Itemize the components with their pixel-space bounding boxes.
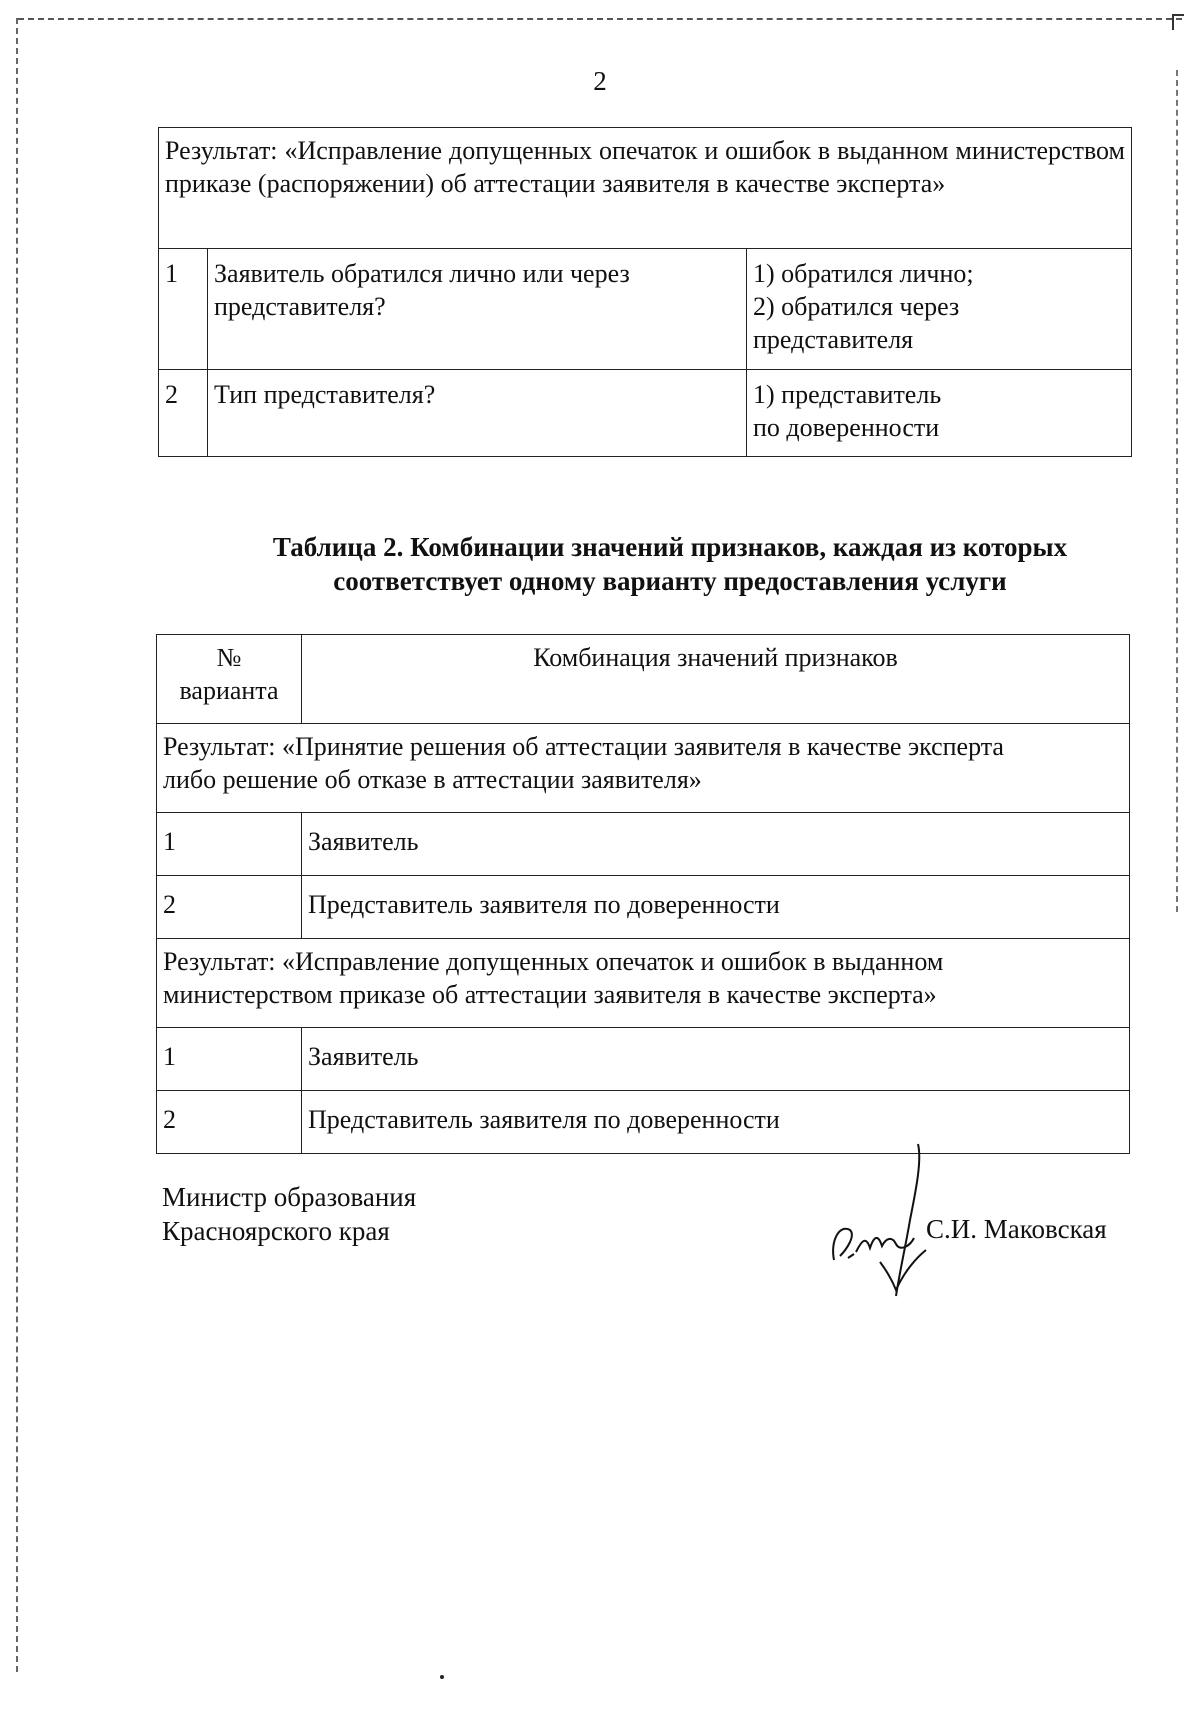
variant-combination: Заявитель — [302, 1028, 1130, 1091]
table2-heading — [230, 530, 1110, 598]
table-header-row — [157, 635, 1130, 724]
variant-number: 1 — [157, 813, 302, 876]
page-number: 2 — [593, 66, 607, 96]
variants-table — [156, 634, 1130, 1154]
question-cell: Тип представителя? — [208, 370, 747, 457]
question-cell: Заявитель обратился лично или через представителя? — [208, 249, 747, 370]
table-row — [157, 1091, 1130, 1154]
answers-cell — [747, 249, 1132, 370]
table2-heading-line: соответствует одному варианту предоставления услуги — [333, 566, 1007, 596]
answer-line: 2) обратился через — [753, 292, 960, 321]
column-header-text: № — [216, 643, 242, 672]
variant-combination: Представитель заявителя по доверенности — [302, 876, 1130, 939]
table-row — [159, 370, 1132, 457]
table-row — [157, 1028, 1130, 1091]
scan-edge-left — [16, 18, 18, 1672]
signatory-position — [162, 1180, 416, 1248]
scan-corner-mark — [1172, 14, 1184, 30]
answer-line: по доверенности — [753, 413, 940, 442]
answer-line: 1) обратился лично; — [753, 259, 974, 288]
column-header-variant-number — [157, 635, 302, 724]
variant-combination: Заявитель — [302, 813, 1130, 876]
result-line: министерством приказе об аттестации заявителя в качестве эксперта» — [163, 980, 937, 1009]
table-row — [159, 249, 1132, 370]
result-group-row — [157, 724, 1130, 813]
result-line: Результат: «Исправление допущенных опечаток и ошибок в выданном — [163, 947, 944, 976]
table-row — [157, 876, 1130, 939]
variant-combination: Представитель заявителя по доверенности — [302, 1091, 1130, 1154]
position-line: Министр образования — [162, 1182, 417, 1212]
result-line: Результат: «Принятие решения об аттестации заявителя в качестве эксперта — [163, 732, 1004, 761]
scan-edge-top — [18, 18, 1182, 20]
column-header-text: варианта — [179, 676, 279, 705]
result-cell — [157, 724, 1130, 813]
scan-edge-right — [1176, 70, 1178, 912]
criteria-table — [158, 127, 1132, 457]
table2-heading-line: Таблица 2. Комбинации значений признаков, каждая из которых — [272, 532, 1068, 562]
row-number: 2 — [159, 370, 208, 457]
answer-line: 1) представитель — [753, 380, 942, 409]
signatory-name: С.И. Маковская — [926, 1214, 1107, 1244]
result-line: либо решение об отказе в аттестации заявителя» — [163, 765, 702, 794]
column-header-combination: Комбинация значений признаков — [302, 635, 1130, 724]
result-group-row — [157, 939, 1130, 1028]
table1-result: Результат: «Исправление допущенных опечаток и ошибок в выданном министерством приказе (распоряжении) об аттестации заявителя в качестве эксперта» — [159, 128, 1132, 249]
variant-number: 1 — [157, 1028, 302, 1091]
result-cell — [157, 939, 1130, 1028]
table-row — [157, 813, 1130, 876]
row-number: 1 — [159, 249, 208, 370]
answers-cell — [747, 370, 1132, 457]
answer-line: представителя — [753, 325, 914, 354]
variant-number: 2 — [157, 1091, 302, 1154]
variant-number: 2 — [157, 876, 302, 939]
scan-speck — [440, 1675, 444, 1679]
position-line: Красноярского края — [162, 1216, 390, 1246]
